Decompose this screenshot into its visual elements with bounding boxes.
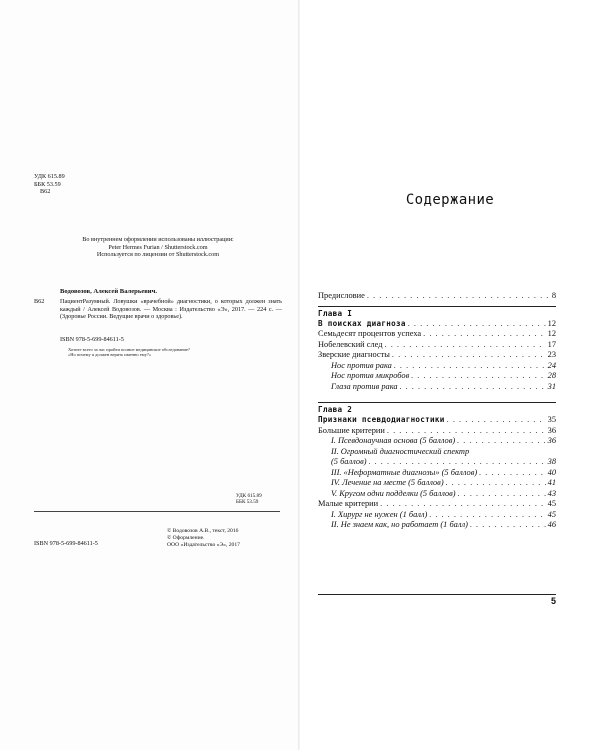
leader-dots: [479, 468, 545, 479]
toc-entry: [318, 329, 556, 340]
toc-entry-title: Предисловие: [318, 291, 365, 300]
toc-entry-page: 8: [551, 291, 556, 300]
footer-rule: [318, 594, 556, 595]
toc-entry-page: 36: [547, 425, 556, 435]
toc-entry-page: 17: [547, 339, 556, 349]
isbn-bottom: ISBN 978-5-699-84611-5: [34, 540, 98, 547]
author-heading: Водовозов, Алексей Валерьевич.: [60, 288, 157, 295]
toc-entry: [318, 520, 556, 531]
chapter-label: Глава 2: [318, 405, 353, 414]
chapter-title-row: [318, 319, 556, 330]
toc-entry-page: 45: [547, 499, 556, 508]
annotation-paragraph: Хотите всего за час пройти полное медицинское обследование?: [68, 347, 190, 352]
toc-entry-title: I. Хирург не нужен (1 балл): [331, 509, 428, 519]
toc-entry-title: Малые критерии: [318, 499, 379, 508]
toc-entry: [318, 468, 556, 479]
leader-dots: [385, 340, 546, 351]
leader-dots: [400, 382, 546, 393]
table-of-contents: [318, 291, 556, 531]
udk-line: УДК 615.89: [34, 173, 65, 180]
illustration-credits: [34, 236, 282, 259]
toc-entry-page: 38: [547, 457, 556, 466]
toc-entry-title: I. Псевдонаучная основа (5 баллов): [331, 436, 456, 445]
toc-entry-page: 28: [547, 371, 556, 380]
toc-entry: [318, 382, 556, 393]
copyright-line: ООО «Издательство «Э», 2017: [167, 541, 240, 548]
divider: [34, 511, 280, 512]
chapter-title: Признаки псевдодиагностики: [318, 415, 445, 424]
toc-entry-page: 36: [547, 436, 556, 445]
toc-entry-page: 12: [547, 329, 556, 338]
leader-dots: [392, 350, 546, 361]
toc-entry: [318, 457, 556, 468]
toc-entry: [318, 447, 556, 458]
toc-entry-page: 41: [547, 478, 556, 487]
toc-entry-title: Зверские диагносты: [318, 350, 390, 359]
leader-dots: [387, 426, 546, 437]
toc-entry: [318, 361, 556, 372]
copyright-line: © Водовозов А.В., текст, 2016: [167, 528, 239, 534]
toc-entry-page: 31: [547, 381, 556, 391]
chapter-divider: [318, 402, 556, 403]
toc-entry-page: 12: [547, 318, 556, 328]
leader-dots: [394, 361, 546, 372]
toc-entry-title: Глаза против рака: [331, 381, 398, 391]
toc-entry: [318, 499, 556, 510]
illustration-credit-line: Во внутреннем оформлении использованы иллюстрации:: [82, 236, 234, 243]
leader-dots: [446, 478, 546, 489]
toc-entry-page: 24: [547, 360, 556, 370]
toc-entry: [318, 510, 556, 521]
chapter-title: В поисках диагноза: [318, 318, 406, 328]
catalog-code: В62: [40, 188, 51, 196]
isbn: ISBN 978-5-699-84611-5: [60, 336, 124, 343]
illustration-credit-line: Используется по лицензии от Shutterstock.com: [96, 251, 220, 259]
udk-line: УДК 615.89: [236, 493, 262, 499]
annotation: [60, 347, 282, 358]
spacer: [318, 392, 556, 398]
bbk-line: ББК 53.59: [236, 499, 259, 506]
toc-entry: [318, 371, 556, 382]
toc-entry: [318, 426, 556, 437]
leader-dots: [411, 371, 545, 382]
toc-entry-page: 23: [547, 350, 556, 359]
page-title: Содержание: [405, 192, 495, 208]
leader-dots: [457, 436, 546, 447]
bbk-line: ББК 53.59: [34, 180, 61, 188]
leader-dots: [447, 415, 546, 426]
leader-dots: [367, 291, 550, 302]
chapter1-entries: [318, 329, 556, 392]
toc-entry: [318, 340, 556, 351]
toc-entry-page: 35: [547, 415, 556, 424]
chapter2-entries: [318, 426, 556, 531]
toc-entry-title: Нобелевский след: [318, 339, 383, 349]
leader-dots: [380, 499, 546, 510]
toc-entry-page: 45: [547, 509, 556, 519]
leader-dots: [458, 489, 546, 500]
leader-dots: [369, 457, 546, 468]
toc-entry: [318, 350, 556, 361]
illustration-credit-line: Peter Hermes Furian / Shutterstock.com: [108, 243, 208, 251]
toc-entry-title: II. Огромный диагностический спектр: [331, 446, 470, 456]
page-number: 5: [550, 596, 556, 606]
chapter-title-row: [318, 415, 556, 426]
udk-bottom: [236, 493, 262, 506]
toc-entry-title: Нос против рака: [331, 360, 392, 370]
toc-entry-title: (5 баллов): [331, 457, 367, 466]
toc-entry-title: Семьдесят процентов успеха: [318, 329, 422, 338]
leader-dots: [429, 510, 545, 521]
toc-entry-title: Большие критерии: [318, 425, 385, 435]
toc-entry-title: Нос против микробов: [331, 371, 410, 380]
leader-dots: [470, 520, 546, 531]
toc-entry-title: IV. Лечение на месте (5 баллов): [331, 478, 444, 487]
chapter-divider: [318, 306, 556, 307]
leader-dots: [408, 319, 546, 330]
leader-dots: [423, 329, 545, 340]
catalog-code-2: В62: [34, 298, 45, 305]
toc-entry: [318, 478, 556, 489]
bibliographic-description: ПациентРазумный. Ловушки «врачебной» диагностики, о которых должен знать каждый / Алексей Водовозов. — Москва : Издательство «Э», 2017. — 224 с. — (Здоровье России. Ведущие врачи о здоровье).: [60, 298, 282, 321]
toc-entry-page: 43: [547, 488, 556, 498]
toc-entry-preface: [318, 291, 556, 302]
copyright-line: © Оформление.: [167, 534, 205, 541]
chapter-label: Глава I: [318, 308, 353, 318]
toc-entry-title: III. «Неформатные диагнозы» (5 баллов): [331, 467, 478, 477]
toc-entry-title: V. Кругом одни подделки (5 баллов): [331, 488, 456, 498]
annotation-paragraph: «Но почему я должен верить именно ему?»: [68, 352, 152, 358]
toc-entry: [318, 436, 556, 447]
udk-block: [34, 173, 65, 196]
toc-entry-page: 40: [547, 467, 556, 477]
toc-entry-title: II. Не знаем как, но работает (1 балл): [331, 520, 468, 529]
toc-entry-page: 46: [547, 520, 556, 529]
copyright-block: [167, 528, 240, 548]
toc-entry: [318, 489, 556, 500]
